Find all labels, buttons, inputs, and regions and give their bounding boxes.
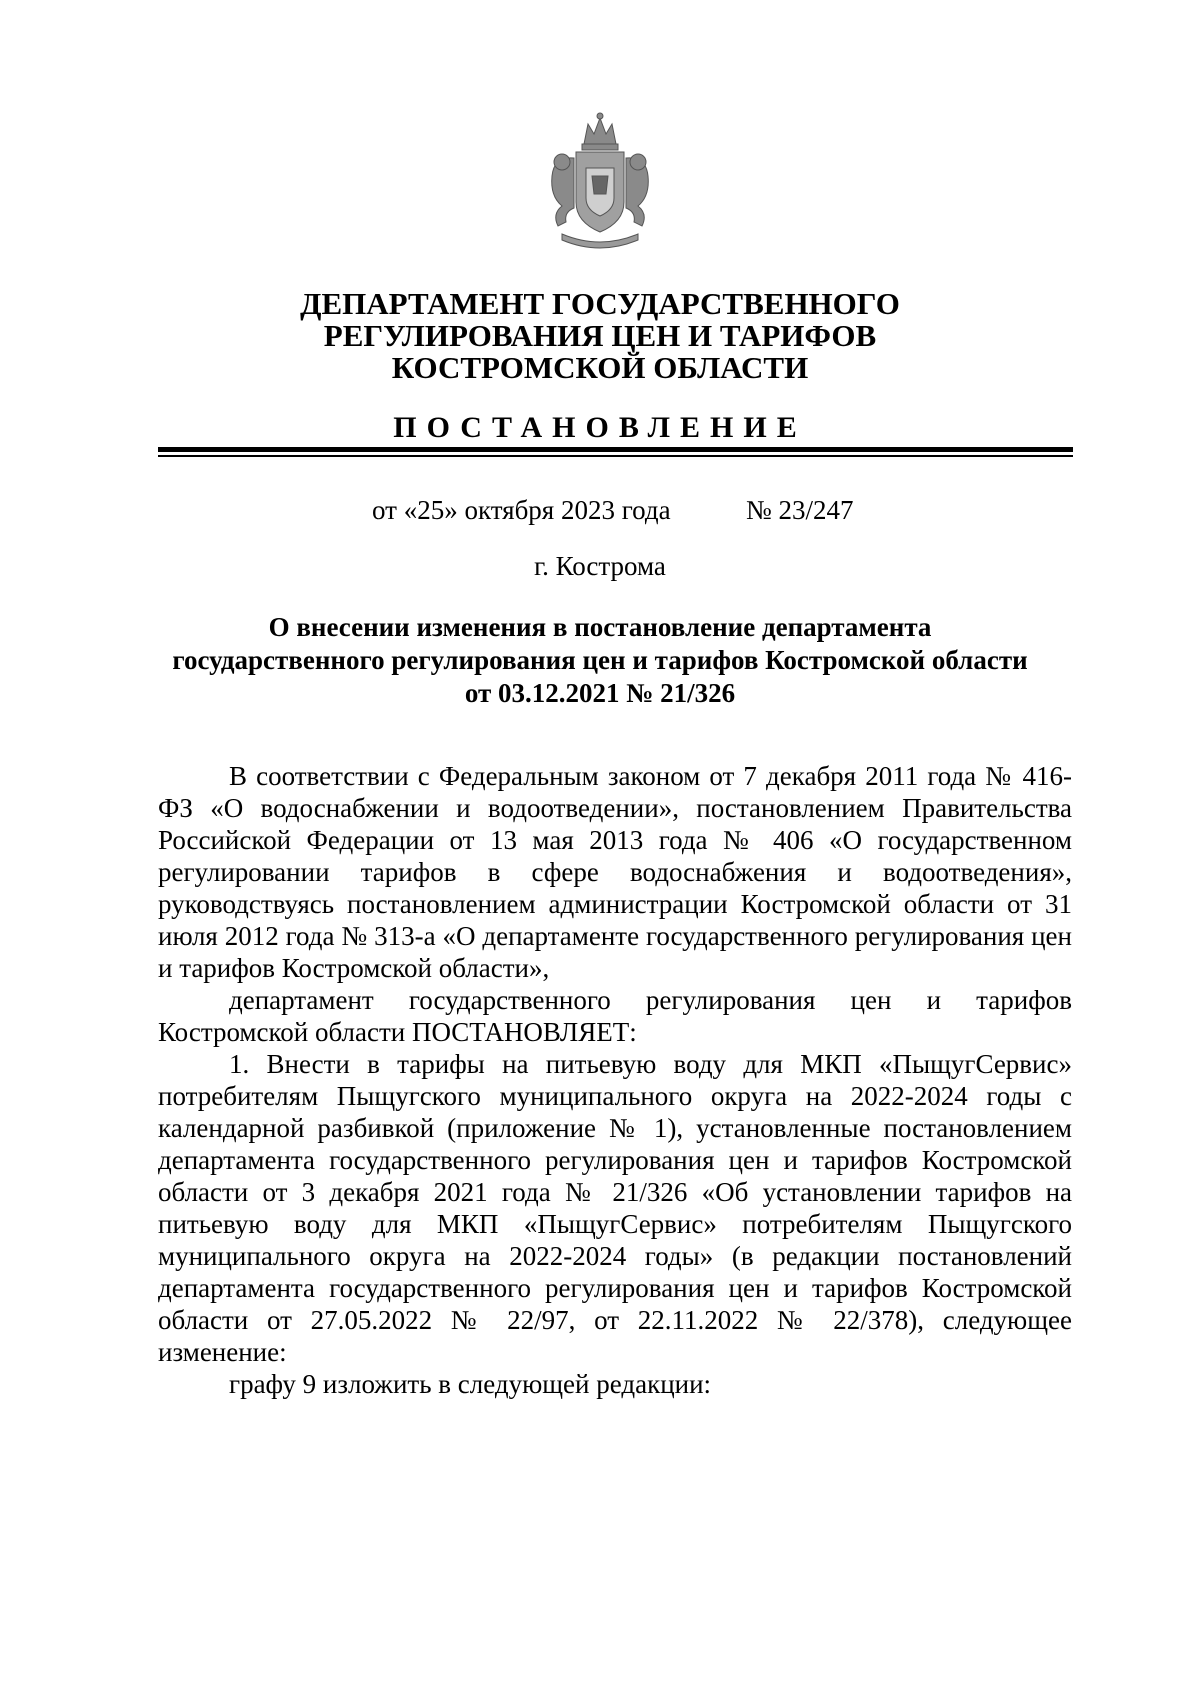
- header-rule-thin: [158, 455, 1073, 457]
- body-paragraph-legal-basis: В соответствии с Федеральным законом от 7 декабря 2011 года № 416-ФЗ «О водоснабжении и водоотведении», постановлением Правительства Российской Федерации от 13 мая 2013 года № 406 «О государственном регулировании тарифов в сфере водоснабжения и водоотведения», руководствуясь постановлением администрации Костромской области от 31 июля 2012 года № 313-а «О департаменте государственного регулирования цен и тарифов Костромской области»,: [158, 761, 1072, 983]
- document-date: от «25» октября 2023 года: [372, 495, 671, 525]
- department-title-line: КОСТРОМСКОЙ ОБЛАСТИ: [391, 350, 809, 385]
- subject-line: от 03.12.2021 № 21/326: [464, 678, 736, 708]
- document-number: № 23/247: [746, 495, 854, 525]
- department-title-line: ДЕПАРТАМЕНТ ГОСУДАРСТВЕННОГО: [300, 286, 900, 321]
- coat-of-arms-icon: [540, 110, 660, 250]
- body-paragraph-resolves: департамент государственного регулирования цен и тарифов Костромской области ПОСТАНОВЛЯЕТ:: [158, 985, 1072, 1047]
- header-rule-thick: [158, 447, 1073, 452]
- document-subject: [0, 611, 1200, 710]
- subject-line: государственного регулирования цен и тарифов Костромской области: [172, 645, 1028, 675]
- body-paragraph-item-1: 1. Внести в тарифы на питьевую воду для МКП «ПыщугСервис» потребителям Пыщугского муниципального округа на 2022-2024 годы с календарной разбивкой (приложение № 1), установленные постановлением департамента государственного регулирования цен и тарифов Костромской области от 3 декабря 2021 года № 21/326 «Об установлении тарифов на питьевую воду для МКП «ПыщугСервис» потребителям Пыщугского муниципального округа на 2022-2024 годы» (в редакции постановлений департамента государственного регулирования цен и тарифов Костромской области от 27.05.2022 № 22/97, от 22.11.2022 № 22/378), следующее изменение:: [158, 1049, 1072, 1367]
- document-type-heading: ПОСТАНОВЛЕНИЕ: [393, 411, 807, 444]
- subject-line: О внесении изменения в постановление департамента: [268, 612, 932, 642]
- document-city: г. Кострома: [534, 551, 666, 581]
- body-paragraph-column-9: графу 9 изложить в следующей редакции:: [229, 1369, 712, 1399]
- department-title: [0, 288, 1200, 384]
- department-title-line: РЕГУЛИРОВАНИЯ ЦЕН И ТАРИФОВ: [323, 318, 877, 353]
- document-body: [158, 760, 1072, 1400]
